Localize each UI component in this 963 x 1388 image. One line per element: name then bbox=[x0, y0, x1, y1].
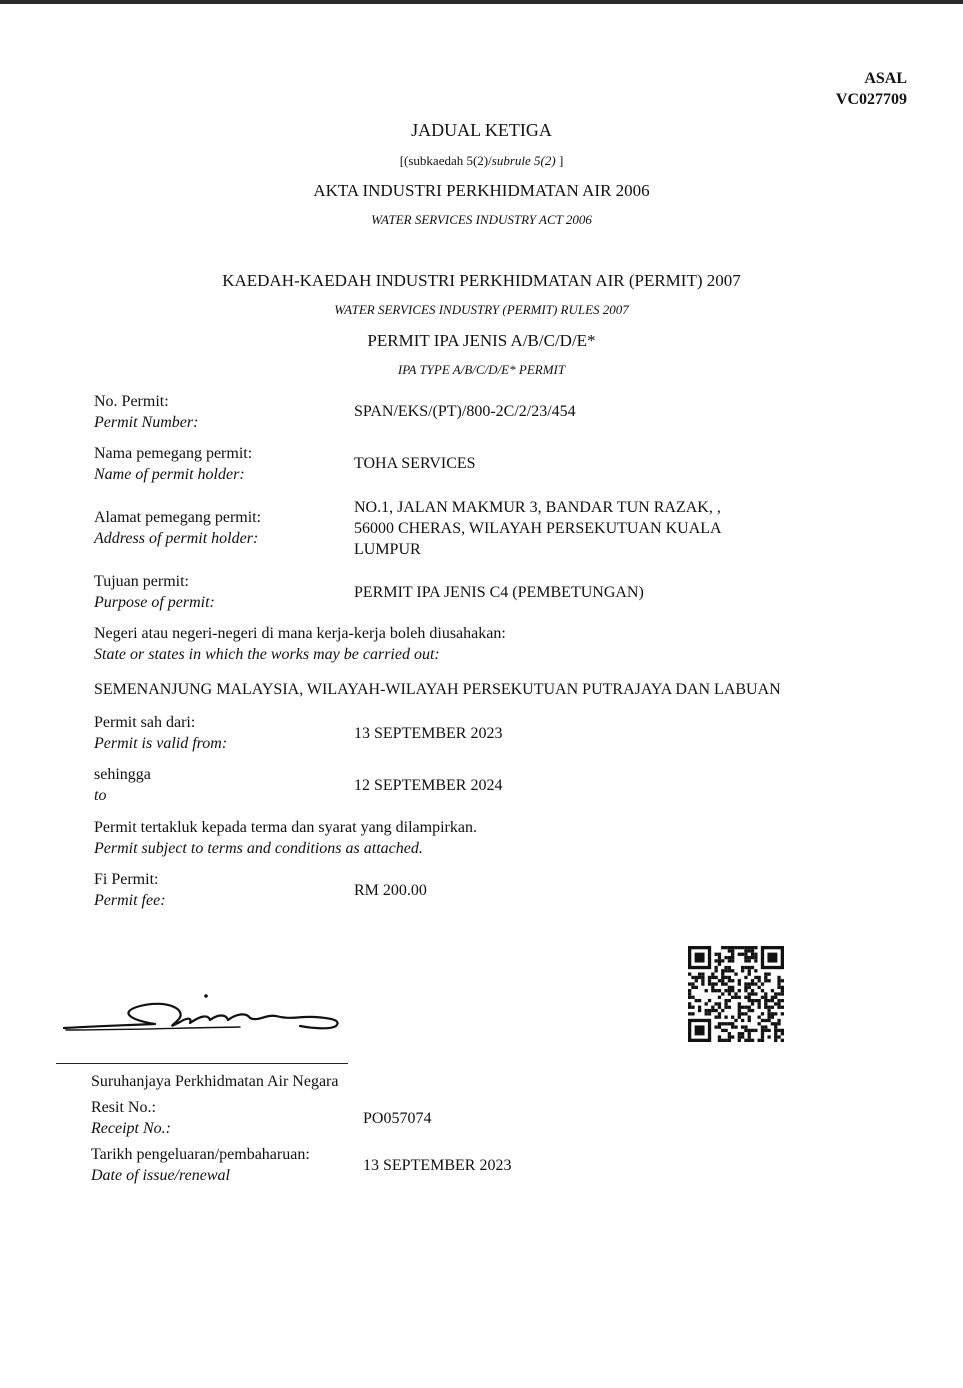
label-ms: Resit No.: bbox=[91, 1099, 156, 1116]
label-en: State or states in which the works may be carried out: bbox=[94, 646, 440, 663]
subrule-reference bbox=[0, 153, 963, 169]
label-ms: sehingga bbox=[94, 766, 151, 783]
subrule-ms: [(subkaedah 5(2)/ bbox=[399, 153, 492, 168]
label-ms: Nama pemegang permit: bbox=[94, 445, 253, 462]
purpose-value: PERMIT IPA JENIS C4 (PEMBETUNGAN) bbox=[354, 584, 644, 601]
holder-address-value bbox=[354, 497, 722, 560]
label-ms: Permit tertakluk kepada terma dan syarat yang dilampirkan. bbox=[94, 819, 477, 836]
terms-note bbox=[94, 817, 477, 859]
rules-title-ms: KAEDAH-KAEDAH INDUSTRI PERKHIDMATAN AIR (PERMIT) 2007 bbox=[222, 271, 741, 290]
label-en: Permit is valid from: bbox=[94, 735, 228, 752]
label-en: to bbox=[94, 787, 107, 804]
states-value: SEMENANJUNG MALAYSIA, WILAYAH-WILAYAH PERSEKUTUAN PUTRAJAYA DAN LABUAN bbox=[94, 681, 781, 698]
label-en: Receipt No.: bbox=[91, 1120, 171, 1137]
purpose-label bbox=[94, 571, 215, 613]
holder-address-label bbox=[94, 507, 261, 549]
fee-value: RM 200.00 bbox=[354, 882, 427, 899]
permit-type-en: IPA TYPE A/B/C/D/E* PERMIT bbox=[397, 362, 566, 377]
act-title-en: WATER SERVICES INDUSTRY ACT 2006 bbox=[371, 212, 592, 227]
valid-from-label bbox=[94, 712, 227, 754]
document-reference bbox=[836, 68, 907, 110]
authority-name: Suruhanjaya Perkhidmatan Air Negara bbox=[91, 1073, 339, 1090]
signature-line bbox=[56, 1063, 348, 1064]
issue-date-value: 13 SEPTEMBER 2023 bbox=[363, 1157, 512, 1174]
label-ms: Tujuan permit: bbox=[94, 573, 189, 590]
receipt-label bbox=[91, 1097, 171, 1139]
valid-to-value: 12 SEPTEMBER 2024 bbox=[354, 777, 503, 794]
permit-number-value: SPAN/EKS/(PT)/800-2C/2/23/454 bbox=[354, 403, 576, 420]
subrule-en: subrule 5(2) bbox=[491, 153, 556, 168]
fee-label bbox=[94, 869, 166, 911]
label-en: Permit subject to terms and conditions as attached. bbox=[94, 840, 423, 857]
valid-to-label bbox=[94, 764, 151, 806]
label-ms: Permit sah dari: bbox=[94, 714, 196, 731]
issue-date-label bbox=[91, 1144, 310, 1186]
rules-title-en: WATER SERVICES INDUSTRY (PERMIT) RULES 2007 bbox=[334, 302, 629, 317]
address-line-3: LUMPUR bbox=[354, 541, 421, 558]
label-ms: Tarikh pengeluaran/pembaharuan: bbox=[91, 1146, 310, 1163]
address-line-2: 56000 CHERAS, WILAYAH PERSEKUTUAN KUALA bbox=[354, 520, 722, 537]
qr-code-icon bbox=[688, 946, 784, 1042]
receipt-value: PO057074 bbox=[363, 1110, 432, 1127]
serial-number: VC027709 bbox=[835, 91, 907, 108]
states-label bbox=[94, 623, 506, 665]
top-border bbox=[0, 0, 963, 4]
holder-name-value: TOHA SERVICES bbox=[354, 455, 476, 472]
permit-type-ms: PERMIT IPA JENIS A/B/C/D/E* bbox=[367, 331, 596, 350]
permit-number-label bbox=[94, 391, 198, 433]
label-en: Purpose of permit: bbox=[94, 594, 215, 611]
holder-name-label bbox=[94, 443, 252, 485]
label-en: Date of issue/renewal bbox=[91, 1167, 230, 1184]
valid-from-value: 13 SEPTEMBER 2023 bbox=[354, 725, 503, 742]
label-ms: Alamat pemegang permit: bbox=[94, 509, 262, 526]
label-en: Address of permit holder: bbox=[94, 530, 259, 547]
label-ms: Fi Permit: bbox=[94, 871, 159, 888]
schedule-title: JADUAL KETIGA bbox=[411, 120, 552, 140]
label-ms: Negeri atau negeri-negeri di mana kerja-kerja boleh diusahakan: bbox=[94, 625, 506, 642]
label-en: Permit fee: bbox=[94, 892, 166, 909]
label-ms: No. Permit: bbox=[94, 393, 169, 410]
signature-icon bbox=[60, 990, 345, 1040]
address-line-1: NO.1, JALAN MAKMUR 3, BANDAR TUN RAZAK, , bbox=[354, 499, 721, 516]
act-title-ms: AKTA INDUSTRI PERKHIDMATAN AIR 2006 bbox=[313, 181, 650, 200]
label-en: Permit Number: bbox=[94, 414, 199, 431]
subrule-close: ] bbox=[555, 153, 564, 168]
label-en: Name of permit holder: bbox=[94, 466, 245, 483]
original-mark: ASAL bbox=[864, 70, 907, 87]
